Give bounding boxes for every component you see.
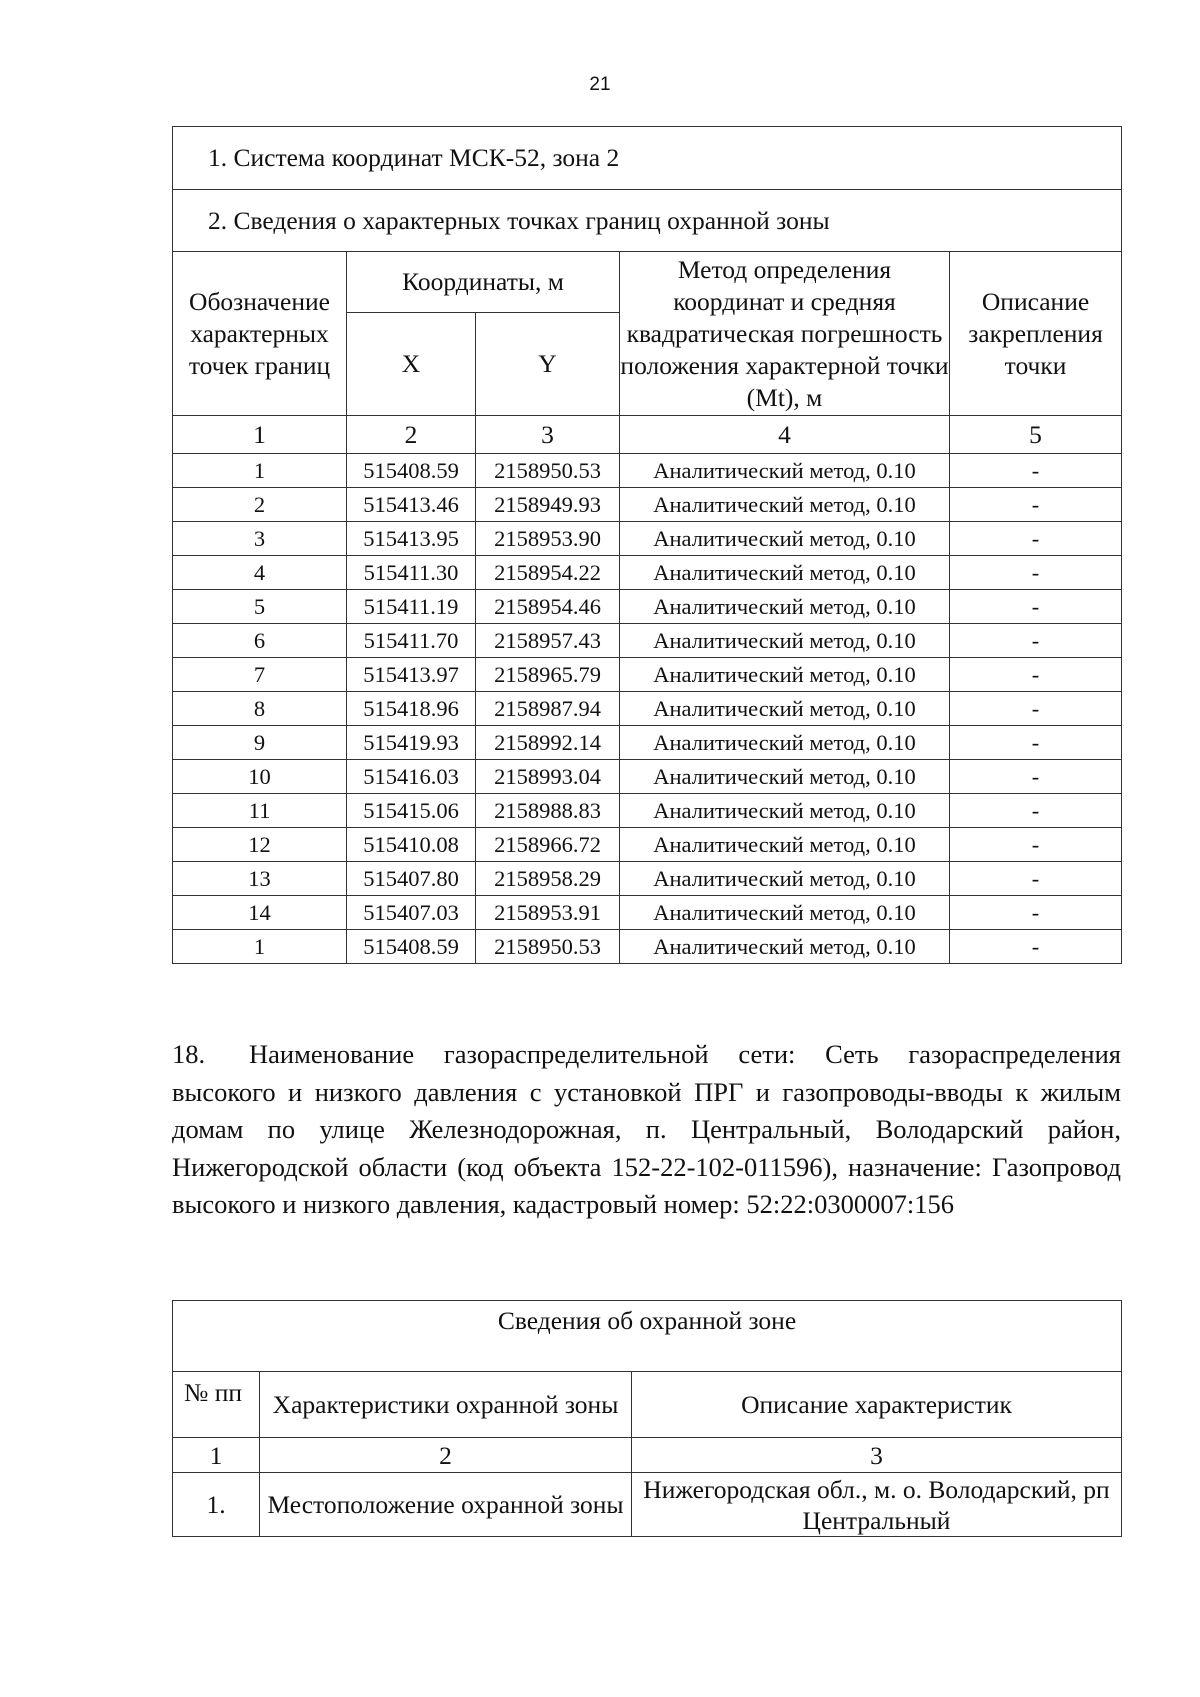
coordinate-x: 515411.70 [347,624,476,658]
header-characteristics-description: Описание характеристик [632,1372,1122,1438]
point-number: 11 [173,794,347,828]
point-number: 6 [173,624,347,658]
coordinate-y: 2158949.93 [476,488,620,522]
header-characteristics: Характеристики охранной зоны [260,1372,632,1438]
page-number: 21 [589,74,611,95]
header-designation: Обозначение характерных точек границ [173,252,347,416]
table-row [173,862,1122,896]
protection-zone-table [172,1300,1122,1537]
point-marking: - [950,896,1122,930]
coordinate-x: 515407.80 [347,862,476,896]
coordinate-y: 2158953.91 [476,896,620,930]
coordinate-x: 515419.93 [347,726,476,760]
point-number: 4 [173,556,347,590]
coordinate-x: 515415.06 [347,794,476,828]
zone-row-number: 1. [173,1473,260,1537]
point-marking: - [950,522,1122,556]
table-row [173,896,1122,930]
coordinate-y: 2158953.90 [476,522,620,556]
table-row [173,1473,1122,1537]
method-accuracy: Аналитический метод, 0.10 [620,590,950,624]
coordinate-y: 2158957.43 [476,624,620,658]
point-number: 13 [173,862,347,896]
table-row [173,930,1122,964]
point-number: 12 [173,828,347,862]
method-accuracy: Аналитический метод, 0.10 [620,488,950,522]
point-marking: - [950,454,1122,488]
column-number: 4 [620,416,950,454]
column-number: 1 [173,416,347,454]
table-row [173,556,1122,590]
section-number: 18. [172,1039,206,1069]
coordinate-y: 2158987.94 [476,692,620,726]
header-method: Метод определения координат и средняя квадратическая погрешность положения характерной точки (Mt), м [620,252,950,416]
coordinate-x: 515410.08 [347,828,476,862]
point-marking: - [950,624,1122,658]
method-accuracy: Аналитический метод, 0.10 [620,522,950,556]
method-accuracy: Аналитический метод, 0.10 [620,454,950,488]
coordinate-x: 515408.59 [347,930,476,964]
method-accuracy: Аналитический метод, 0.10 [620,930,950,964]
point-number: 1 [173,454,347,488]
point-number: 2 [173,488,347,522]
coordinate-y: 2158950.53 [476,930,620,964]
header-y: Y [476,313,620,416]
point-marking: - [950,760,1122,794]
point-number: 1 [173,930,347,964]
method-accuracy: Аналитический метод, 0.10 [620,556,950,590]
column-number: 3 [632,1438,1122,1473]
method-accuracy: Аналитический метод, 0.10 [620,896,950,930]
zone-characteristic: Местоположение охранной зоны [260,1473,632,1537]
coordinate-y: 2158958.29 [476,862,620,896]
point-marking: - [950,828,1122,862]
table-row [173,522,1122,556]
zone-table-title: Сведения об охранной зоне [173,1301,1122,1372]
table-row [173,726,1122,760]
coordinate-x: 515408.59 [347,454,476,488]
point-number: 3 [173,522,347,556]
point-marking: - [950,692,1122,726]
point-marking: - [950,930,1122,964]
boundary-points-label: 2. Сведения о характерных точках границ охранной зоны [173,190,1122,252]
coordinate-x: 515407.03 [347,896,476,930]
point-marking: - [950,726,1122,760]
coordinate-x: 515413.46 [347,488,476,522]
section-text: Наименование газораспределительной сети: Сеть газораспределения высокого и низкого давления с установкой ПРГ и газопроводы-вводы к жилым домам по улице Железнодорожная, п. Центральный, Володарский район, Нижегородской области (код объекта 152-22-102-011596), назначение: Газопровод высокого и низкого давления, кадастровый номер: 52:22:0300007:156 [172,1039,1121,1219]
point-marking: - [950,862,1122,896]
point-number: 14 [173,896,347,930]
method-accuracy: Аналитический метод, 0.10 [620,760,950,794]
column-numbers-row [173,416,1122,454]
coordinate-x: 515413.95 [347,522,476,556]
table-row [173,488,1122,522]
table-row [173,624,1122,658]
method-accuracy: Аналитический метод, 0.10 [620,794,950,828]
coordinate-y: 2158954.22 [476,556,620,590]
coordinates-table [172,126,1122,964]
table-row [173,454,1122,488]
section-18-paragraph [172,1036,1121,1224]
table-row [173,658,1122,692]
header-coordinates: Координаты, м [347,252,620,313]
column-number: 5 [950,416,1122,454]
table-row [173,590,1122,624]
zone-characteristic-description: Нижегородская обл., м. о. Володарский, рп Центральный [632,1473,1122,1537]
coordinate-x: 515416.03 [347,760,476,794]
coordinate-x: 515411.19 [347,590,476,624]
point-number: 5 [173,590,347,624]
point-number: 7 [173,658,347,692]
coordinate-y: 2158992.14 [476,726,620,760]
header-row-number: № пп [173,1372,260,1438]
method-accuracy: Аналитический метод, 0.10 [620,692,950,726]
coordinate-y: 2158993.04 [476,760,620,794]
point-number: 8 [173,692,347,726]
point-number: 10 [173,760,347,794]
point-marking: - [950,556,1122,590]
coordinate-y: 2158966.72 [476,828,620,862]
point-marking: - [950,794,1122,828]
method-accuracy: Аналитический метод, 0.10 [620,828,950,862]
coordinate-x: 515418.96 [347,692,476,726]
column-number: 2 [260,1438,632,1473]
table-row [173,692,1122,726]
method-accuracy: Аналитический метод, 0.10 [620,862,950,896]
column-number: 2 [347,416,476,454]
coordinate-x: 515413.97 [347,658,476,692]
method-accuracy: Аналитический метод, 0.10 [620,726,950,760]
coordinate-y: 2158988.83 [476,794,620,828]
header-x: X [347,313,476,416]
header-description: Описание закрепления точки [950,252,1122,416]
coordinate-x: 515411.30 [347,556,476,590]
coordinate-y: 2158965.79 [476,658,620,692]
point-marking: - [950,488,1122,522]
point-number: 9 [173,726,347,760]
table-row [173,828,1122,862]
column-number: 3 [476,416,620,454]
coordinate-system-label: 1. Система координат МСК-52, зона 2 [173,127,1122,190]
zone-column-numbers-row [173,1438,1122,1473]
method-accuracy: Аналитический метод, 0.10 [620,658,950,692]
table-row [173,760,1122,794]
point-marking: - [950,590,1122,624]
table-row [173,794,1122,828]
point-marking: - [950,658,1122,692]
method-accuracy: Аналитический метод, 0.10 [620,624,950,658]
column-number: 1 [173,1438,260,1473]
coordinate-y: 2158950.53 [476,454,620,488]
coordinate-y: 2158954.46 [476,590,620,624]
